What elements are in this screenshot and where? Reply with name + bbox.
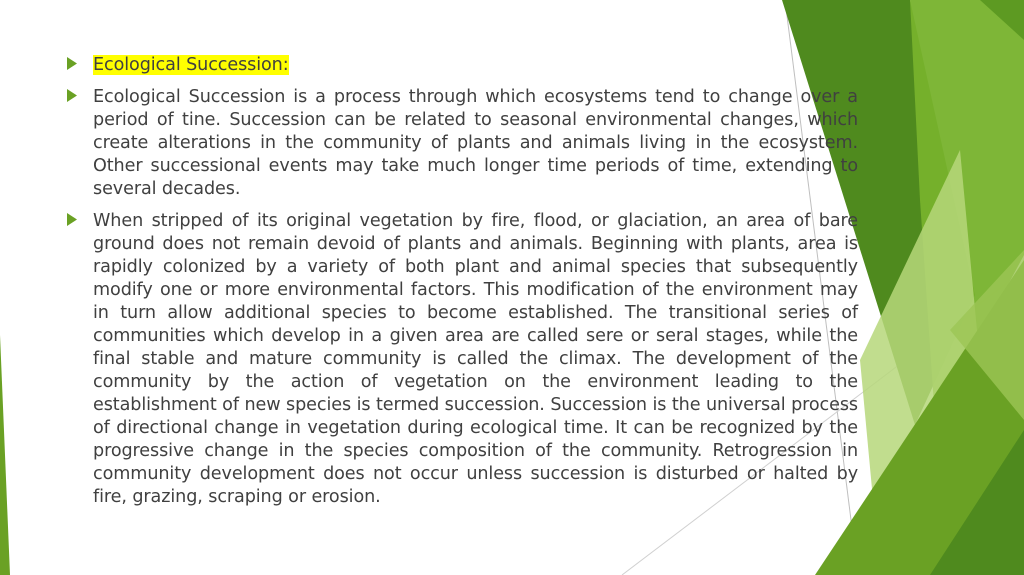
bullet-text (93, 54, 858, 77)
triangle-bullet-icon (66, 213, 79, 226)
bullet-item (66, 54, 858, 77)
bullet-item (66, 86, 858, 201)
triangle-bullet-icon (66, 57, 79, 70)
deco-shard-left (0, 335, 10, 575)
triangle-bullet-icon (66, 89, 79, 102)
highlighted-heading: Ecological Succession: (93, 55, 289, 75)
bullet-item (66, 210, 858, 509)
bullet-text: Ecological Succession is a process through which ecosystems tend to change over a period of tine. Succession can be related to seasonal environmental changes, which create alterations in the community of plants and animals living in the ecosystem. Other successional events may take much longer time periods of time, extending to several decades. (93, 87, 858, 199)
bullet-list (66, 54, 858, 518)
bullet-text: When stripped of its original vegetation by fire, flood, or glaciation, an area of bare ground does not remain devoid of plants and animals. Beginning with plants, area is rapidly colonized by a variety of both plant and animal species that subsequently modify one or more environmental factors. This modification of the environment may in turn allow additional species to become established. The transitional series of communities which develop in a given area are called sere or seral stages, while the final stable and mature community is called the climax. The development of the community by the action of vegetation on the environment leading to the establishment of new species is termed succession. Succession is the universal process of directional change in vegetation during ecological time. It can be recognized by the progressive change in the species composition of the community. Retrogression in community development does not occur unless succession is disturbed or halted by fire, grazing, scraping or erosion. (93, 211, 858, 507)
